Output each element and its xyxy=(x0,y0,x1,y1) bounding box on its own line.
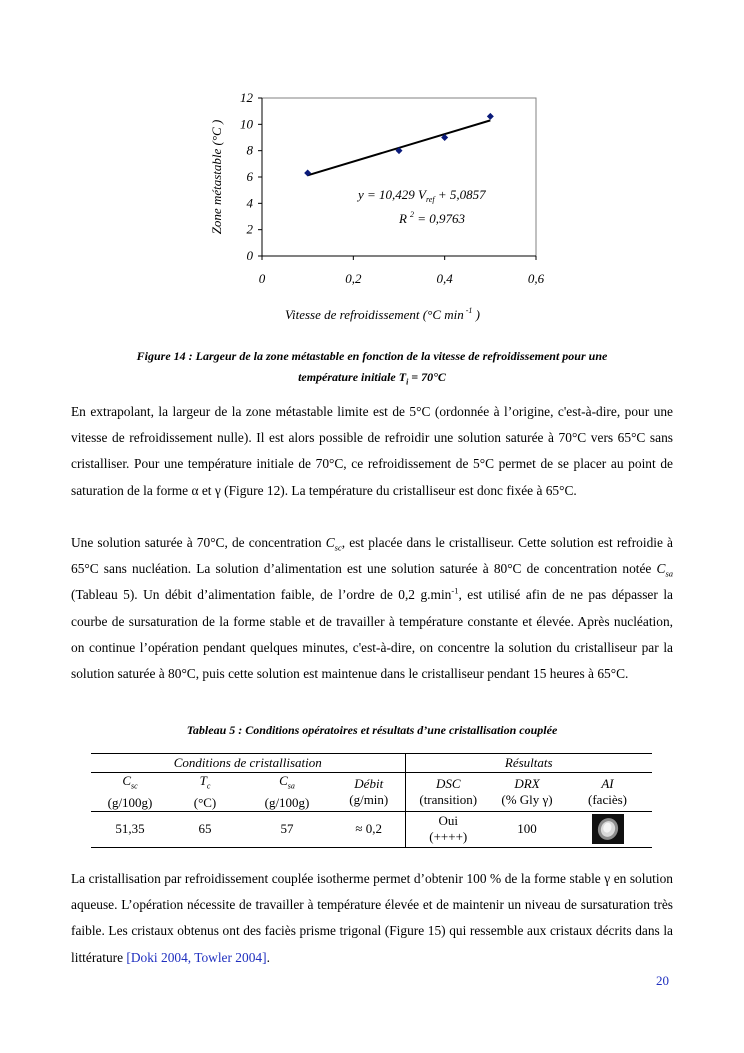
table-row xyxy=(91,811,652,847)
paragraph-procedure: Une solution saturée à 70°C, de concentration $C_{sc}$, est placée dans le cristalliseur. Cette solution est refroidie à 65°C sans nucléation. La solution d’alimentation est une solution saturée à 80°C de concentration notée $C_{sa}$ (Tableau 5). Un débit d’alimentation faible, de l’ordre de 0,2 $g.\min^{-1}$, est utilisé afin de ne pas dépasser la courbe de sursaturation de la forme stable et de travailler à température constante et élevée. Après nucléation, on continue l’opération pendant quelques minutes, c'est-à-dire, on concentre la solution du cristalliseur par la solution saturée à 80°C, puis cette solution est maintenue dans le cristalliseur pendant 15 heures à 65°C. xyxy=(71,535,673,682)
metastable-zone-chart xyxy=(190,84,560,324)
crystal-image xyxy=(592,814,624,844)
cell-ai xyxy=(563,811,652,847)
y-tick-label: 10 xyxy=(240,116,253,132)
y-tick-label: 2 xyxy=(246,221,253,237)
x-tick-label: 0,6 xyxy=(527,271,545,286)
y-tick-label: 6 xyxy=(246,169,253,184)
table-header-csa: $C_{sa}$ (g/100g) xyxy=(241,773,333,812)
x-axis-label: Vitesse de refroidissement (°C min $^{-1}$ ) xyxy=(285,306,481,322)
plot-frame xyxy=(262,98,536,256)
x-tick-label: 0,2 xyxy=(345,271,362,286)
table-header-debit: Débit (g/min) xyxy=(333,773,405,812)
table-header-dsc: DSC (transition) xyxy=(405,773,491,812)
paragraph-conclusion: La cristallisation par refroidissement couplée isotherme permet d’obtenir 100 % de la forme stable γ en solution aqueuse. L’opération nécessite de travailler à température élevée et de maintenir un niveau de sursaturation très faible. Les cristaux obtenus ont des faciès prisme trigonal (Figure 15) qui ressemble aux cristaux décrits dans la littérature [Doki 2004, Towler 2004]. xyxy=(71,871,673,965)
cell-dsc: Oui (++++) xyxy=(405,811,491,847)
cell-csc: 51,35 xyxy=(91,811,169,847)
table-caption: Tableau 5 : Conditions opératoires et résultats d’une cristallisation couplée xyxy=(186,723,558,737)
paragraph-extrapolation: En extrapolant, la largeur de la zone métastable limite est de 5°C (ordonnée à l’origine, c'est-à-dire, pour une vitesse de refroidissement nulle). Il est alors possible de refroidir une solution saturée à 70°C vers 65°C sans cristalliser. Pour une température initiale de 70°C, ce refroidissement de 5°C permet de se placer au point de saturation de la forme α et γ (Figure 12). La température du cristalliseur est donc fixée à 65°C. xyxy=(71,404,673,498)
y-tick-label: 12 xyxy=(240,90,253,105)
data-point xyxy=(487,113,494,120)
figure-caption-line2: température initiale $T_i = 70^\circ C$ xyxy=(298,370,446,387)
equation-label: y = 10,429 $V_{ref} + 5,0857$ xyxy=(358,187,486,204)
figure-caption xyxy=(71,349,673,386)
y-tick-label: 8 xyxy=(246,142,253,158)
r-squared-label: R $^2$ = 0,9763 xyxy=(399,210,465,226)
x-tick-label: 0 xyxy=(258,271,266,286)
table-header-tc: $T_c$ (°C) xyxy=(169,773,241,812)
table-group-results: Résultats xyxy=(405,754,652,773)
table-header-drx: DRX (% Gly γ) xyxy=(491,773,563,812)
table-group-conditions: Conditions de cristallisation xyxy=(91,754,405,773)
x-tick-label: 0,4 xyxy=(436,271,453,286)
citation-link[interactable]: [Doki 2004, Towler 2004] xyxy=(126,949,267,965)
cell-tc: 65 xyxy=(169,811,241,847)
y-tick-label: 0 xyxy=(246,248,253,263)
cell-csa: 57 xyxy=(241,811,333,847)
table-header-csc: $C_{sc}$ (g/100g) xyxy=(91,773,169,812)
cell-debit: ≈ 0,2 xyxy=(333,811,405,847)
page-number: 20 xyxy=(656,973,669,988)
results-table xyxy=(91,753,652,848)
cell-drx: 100 xyxy=(491,811,563,847)
figure-caption-line1: Figure 14 : Largeur de la zone métastable en fonction de la vitesse de refroidissement pour une xyxy=(136,349,608,363)
y-tick-label: 4 xyxy=(246,195,253,211)
table-header-ai: AI (faciès) xyxy=(563,773,652,812)
y-axis-label: Zone métastable (°C ) xyxy=(209,119,224,235)
